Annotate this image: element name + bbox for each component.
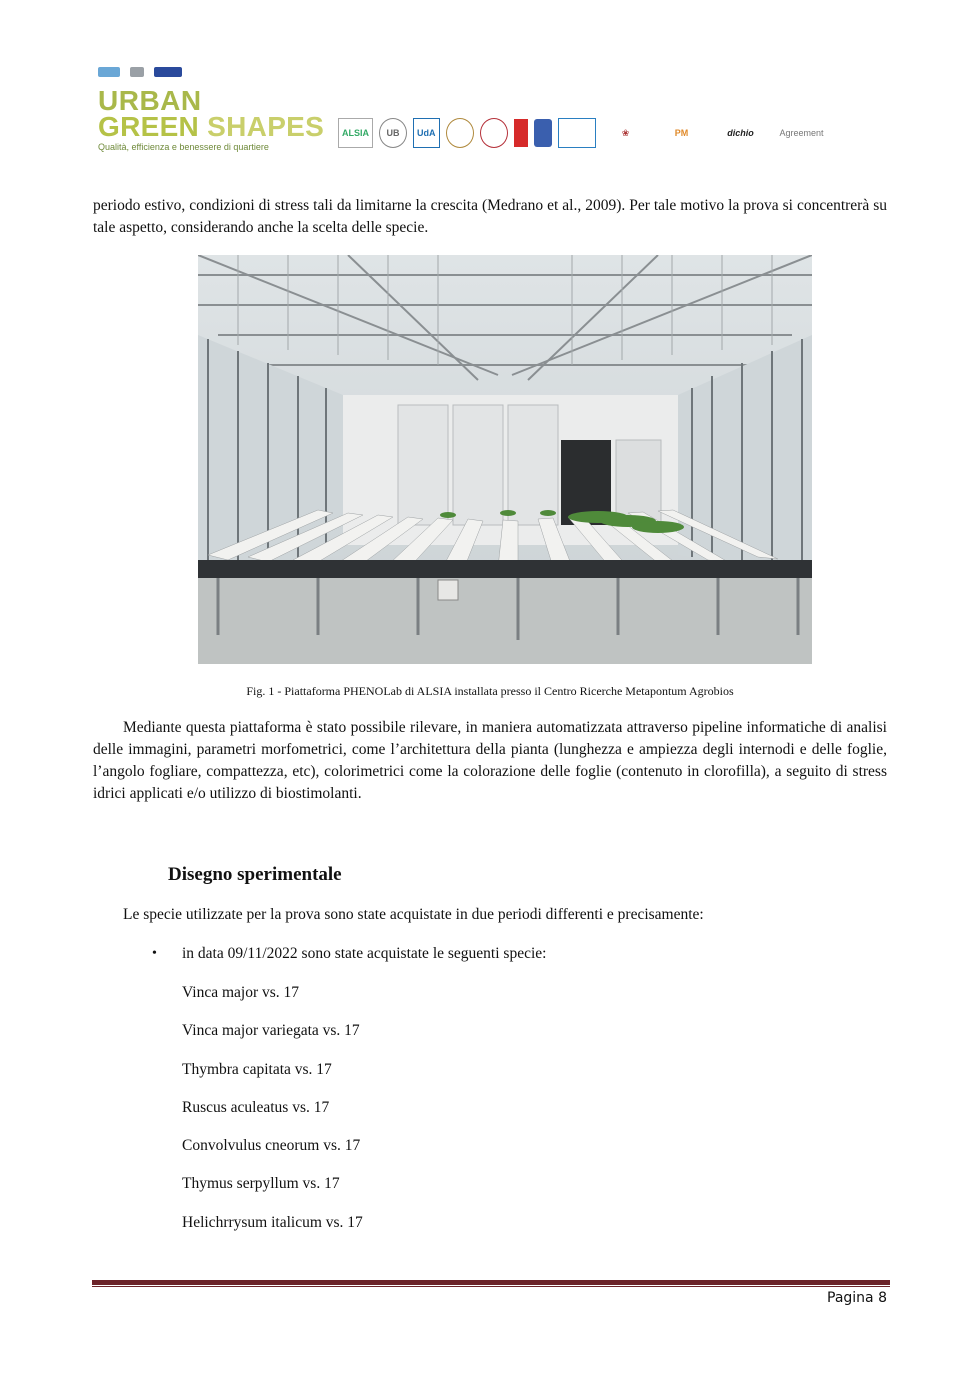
partner-logo-university xyxy=(480,118,508,148)
region-logo xyxy=(98,67,120,77)
list-item: Helichrrysum italicum vs. 17 xyxy=(182,1213,363,1231)
bullet-item: in data 09/11/2022 sono state acquistate le seguenti specie: xyxy=(182,945,547,962)
brand-line-1: URBAN xyxy=(98,85,202,116)
list-item: Convolvulus cneorum vs. 17 xyxy=(182,1137,361,1155)
partner-logo-pm-openlab: PM xyxy=(674,128,689,138)
funding-logos xyxy=(98,62,182,82)
list-item: Thymbra capitata vs. 17 xyxy=(182,1060,332,1078)
partner-logos xyxy=(338,118,830,148)
partner-logo-agreement: Agreement xyxy=(779,128,824,138)
greenhouse-illustration xyxy=(198,255,812,664)
list-item: Vinca major vs. 17 xyxy=(182,984,300,1001)
list-item: Thymus serpyllum vs. 17 xyxy=(182,1175,340,1193)
paragraph-species-intro: Le specie utilizzate per la prova sono state acquistate in due periodi differenti e precisamente: xyxy=(123,906,704,923)
species-list xyxy=(182,984,363,1252)
brand-green: GREEN xyxy=(98,111,200,142)
greenhouse-photo xyxy=(198,255,812,664)
partner-logo-ater xyxy=(558,118,596,148)
footer-divider xyxy=(92,1280,890,1285)
paragraph-intro: periodo estivo, condizioni di stress tali da limitarne la crescita (Medrano et al., 2009). Per tale motivo la prova si concentrerà su tale aspetto, considerando anche la scelta delle specie. xyxy=(93,197,887,236)
partner-logo-dichio: dichio xyxy=(727,128,754,138)
urban-green-shapes-logo xyxy=(98,85,338,153)
brand-line-2 xyxy=(98,111,338,142)
eu-flag-logo xyxy=(154,67,182,77)
page-header xyxy=(98,62,858,157)
partner-logo-ub: UB xyxy=(379,118,407,148)
page-number: Pagina 8 xyxy=(827,1290,887,1306)
partner-logo-uda: UdA xyxy=(413,118,440,148)
figure-caption: Fig. 1 - Piattaforma PHENOLab di ALSIA installata presso il Centro Ricerche Metapontum Agrobios xyxy=(246,684,734,698)
brand-shapes: SHAPES xyxy=(207,111,325,142)
republic-logo xyxy=(130,67,144,77)
list-item: Vinca major variegata vs. 17 xyxy=(182,1022,360,1040)
partner-logo-sfp: ❀ xyxy=(621,127,630,138)
partner-logo-coat-of-arms xyxy=(534,119,552,147)
list-item: Ruscus aculeatus vs. 17 xyxy=(182,1098,330,1116)
partner-logo-alsia: ALSIA xyxy=(338,118,373,148)
paragraph-platform: Mediante questa piattaforma è stato possibile rilevare, in maniera automatizzata attraverso pipeline informatiche di analisi delle immagini, parametri morfometrici, come l’architettura della pianta (lunghezza e ampiezza degli internodi e delle foglie, l’angolo fogliare, compattezza, etc), colorimetrici come la colorazione delle foglie (contenuto in clorofilla), a seguito di stress idrici applicati e/o utilizzo di biostimolanti. xyxy=(93,719,887,802)
partner-logo-seal xyxy=(446,118,474,148)
brand-tagline: Qualità, efficienza e benessere di quartiere xyxy=(98,142,269,152)
bullet-marker: • xyxy=(152,946,157,961)
section-heading: Disegno sperimentale xyxy=(168,864,342,885)
partner-logo-flag xyxy=(514,119,528,147)
